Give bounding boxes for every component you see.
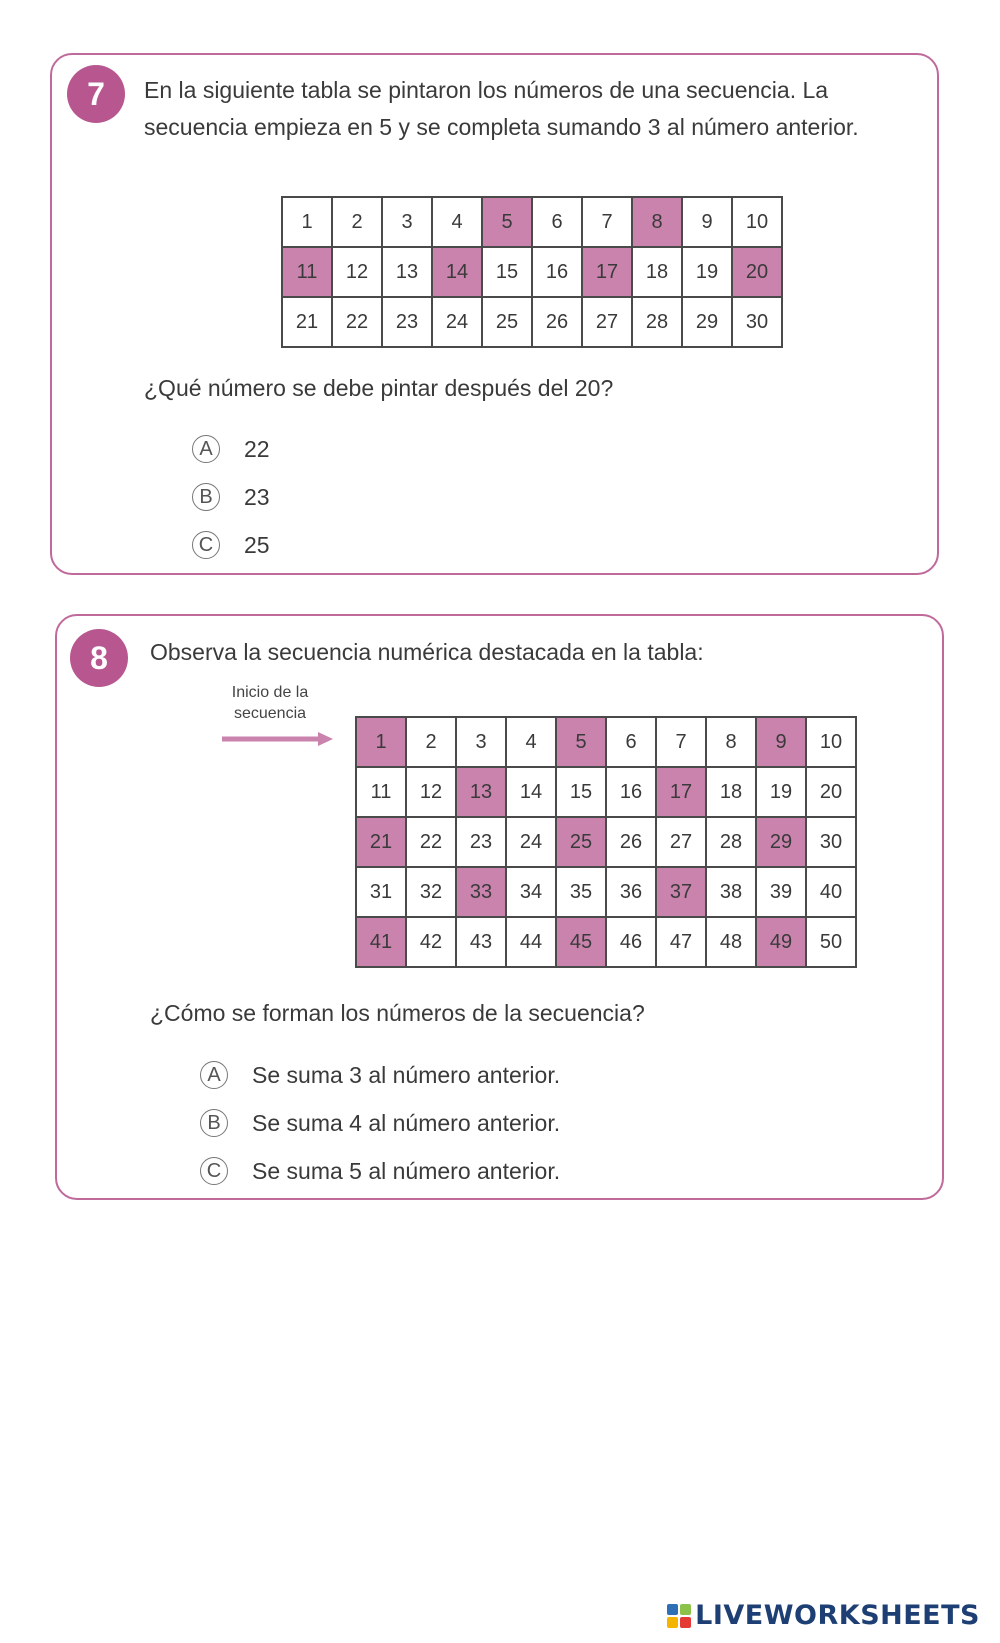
- number-cell: 1: [282, 197, 332, 247]
- highlighted-number-cell: 5: [482, 197, 532, 247]
- number-cell: 11: [356, 767, 406, 817]
- table-row: [356, 767, 856, 817]
- table-row: [356, 867, 856, 917]
- number-cell: 31: [356, 867, 406, 917]
- number-cell: 48: [706, 917, 756, 967]
- number-cell: 13: [382, 247, 432, 297]
- highlighted-number-cell: 33: [456, 867, 506, 917]
- question-7-number-badge: 7: [67, 65, 125, 123]
- option-letter-circle[interactable]: B: [200, 1109, 228, 1137]
- highlighted-number-cell: 11: [282, 247, 332, 297]
- number-cell: 18: [706, 767, 756, 817]
- highlighted-number-cell: 1: [356, 717, 406, 767]
- number-cell: 27: [656, 817, 706, 867]
- number-cell: 38: [706, 867, 756, 917]
- number-cell: 16: [532, 247, 582, 297]
- number-cell: 44: [506, 917, 556, 967]
- question-8-number-table: [355, 716, 857, 968]
- option-text: 25: [244, 531, 270, 558]
- number-cell: 29: [682, 297, 732, 347]
- option-text: Se suma 3 al número anterior.: [252, 1061, 561, 1088]
- number-cell: 19: [756, 767, 806, 817]
- number-cell: 4: [432, 197, 482, 247]
- number-cell: 47: [656, 917, 706, 967]
- table-row: [356, 717, 856, 767]
- number-cell: 9: [682, 197, 732, 247]
- highlighted-number-cell: 29: [756, 817, 806, 867]
- sequence-start-label: Inicio de la secuencia: [231, 684, 309, 722]
- number-cell: 23: [456, 817, 506, 867]
- option-letter-circle[interactable]: B: [192, 483, 220, 511]
- question-7-option-b[interactable]: [192, 473, 270, 521]
- number-cell: 50: [806, 917, 856, 967]
- highlighted-number-cell: 17: [582, 247, 632, 297]
- option-letter-circle[interactable]: C: [200, 1157, 228, 1185]
- number-cell: 12: [332, 247, 382, 297]
- number-cell: 16: [606, 767, 656, 817]
- number-cell: 24: [506, 817, 556, 867]
- highlighted-number-cell: 25: [556, 817, 606, 867]
- question-7-options: [192, 425, 270, 569]
- highlighted-number-cell: 14: [432, 247, 482, 297]
- option-letter-circle[interactable]: A: [200, 1061, 228, 1089]
- highlighted-number-cell: 13: [456, 767, 506, 817]
- table-row: [282, 247, 782, 297]
- highlighted-number-cell: 21: [356, 817, 406, 867]
- option-text: 22: [244, 435, 270, 462]
- number-cell: 4: [506, 717, 556, 767]
- number-cell: 32: [406, 867, 456, 917]
- number-cell: 20: [806, 767, 856, 817]
- number-cell: 40: [806, 867, 856, 917]
- question-8-card: [55, 614, 944, 1200]
- number-cell: 36: [606, 867, 656, 917]
- question-8-number-badge: 8: [70, 629, 128, 687]
- option-text: 23: [244, 483, 270, 510]
- number-cell: 3: [382, 197, 432, 247]
- option-text: Se suma 4 al número anterior.: [252, 1109, 561, 1136]
- highlighted-number-cell: 8: [632, 197, 682, 247]
- number-cell: 23: [382, 297, 432, 347]
- arrow-right-icon: [222, 731, 334, 747]
- question-8-options: [200, 1051, 560, 1195]
- table-row: [282, 197, 782, 247]
- highlighted-number-cell: 37: [656, 867, 706, 917]
- number-cell: 43: [456, 917, 506, 967]
- number-cell: 10: [806, 717, 856, 767]
- logo-squares-icon: [667, 1604, 691, 1628]
- option-text: Se suma 5 al número anterior.: [252, 1157, 561, 1184]
- number-cell: 27: [582, 297, 632, 347]
- highlighted-number-cell: 49: [756, 917, 806, 967]
- number-cell: 7: [656, 717, 706, 767]
- number-cell: 8: [706, 717, 756, 767]
- number-cell: 30: [806, 817, 856, 867]
- question-7-option-c[interactable]: [192, 521, 270, 569]
- question-7-option-a[interactable]: [192, 425, 270, 473]
- question-8-option-c[interactable]: [200, 1147, 560, 1195]
- highlighted-number-cell: 9: [756, 717, 806, 767]
- number-cell: 10: [732, 197, 782, 247]
- number-cell: 28: [706, 817, 756, 867]
- number-cell: 18: [632, 247, 682, 297]
- number-cell: 6: [606, 717, 656, 767]
- question-8-option-b[interactable]: [200, 1099, 560, 1147]
- highlighted-number-cell: 41: [356, 917, 406, 967]
- highlighted-number-cell: 17: [656, 767, 706, 817]
- number-cell: 39: [756, 867, 806, 917]
- highlighted-number-cell: 20: [732, 247, 782, 297]
- question-7-card: [50, 53, 939, 575]
- highlighted-number-cell: 5: [556, 717, 606, 767]
- table-row: [356, 917, 856, 967]
- number-cell: 46: [606, 917, 656, 967]
- number-cell: 15: [482, 247, 532, 297]
- number-cell: 30: [732, 297, 782, 347]
- number-cell: 2: [406, 717, 456, 767]
- option-letter-circle[interactable]: C: [192, 531, 220, 559]
- number-cell: 7: [582, 197, 632, 247]
- question-8-prompt: ¿Cómo se forman los números de la secuencia?: [150, 1000, 645, 1026]
- number-cell: 35: [556, 867, 606, 917]
- number-cell: 12: [406, 767, 456, 817]
- option-letter-circle[interactable]: A: [192, 435, 220, 463]
- number-cell: 15: [556, 767, 606, 817]
- table-row: [356, 817, 856, 867]
- table-row: [282, 297, 782, 347]
- number-cell: 25: [482, 297, 532, 347]
- number-cell: 26: [606, 817, 656, 867]
- question-8-stem: Observa la secuencia numérica destacada en la tabla:: [150, 639, 704, 665]
- number-cell: 22: [406, 817, 456, 867]
- brand-name: LIVEWORKSHEETS: [695, 1600, 980, 1631]
- number-cell: 6: [532, 197, 582, 247]
- question-7-prompt: ¿Qué número se debe pintar después del 20?: [144, 375, 614, 401]
- number-cell: 3: [456, 717, 506, 767]
- highlighted-number-cell: 45: [556, 917, 606, 967]
- number-cell: 14: [506, 767, 556, 817]
- number-cell: 28: [632, 297, 682, 347]
- question-7-stem: En la siguiente tabla se pintaron los números de una secuencia. La secuencia empieza en 5 y se completa sumando 3 al número anterior.: [144, 77, 859, 140]
- question-8-option-a[interactable]: [200, 1051, 560, 1099]
- question-7-number-table: [281, 196, 783, 348]
- number-cell: 42: [406, 917, 456, 967]
- liveworksheets-logo: [667, 1600, 980, 1631]
- number-cell: 21: [282, 297, 332, 347]
- number-cell: 26: [532, 297, 582, 347]
- number-cell: 24: [432, 297, 482, 347]
- number-cell: 19: [682, 247, 732, 297]
- number-cell: 2: [332, 197, 382, 247]
- number-cell: 34: [506, 867, 556, 917]
- number-cell: 22: [332, 297, 382, 347]
